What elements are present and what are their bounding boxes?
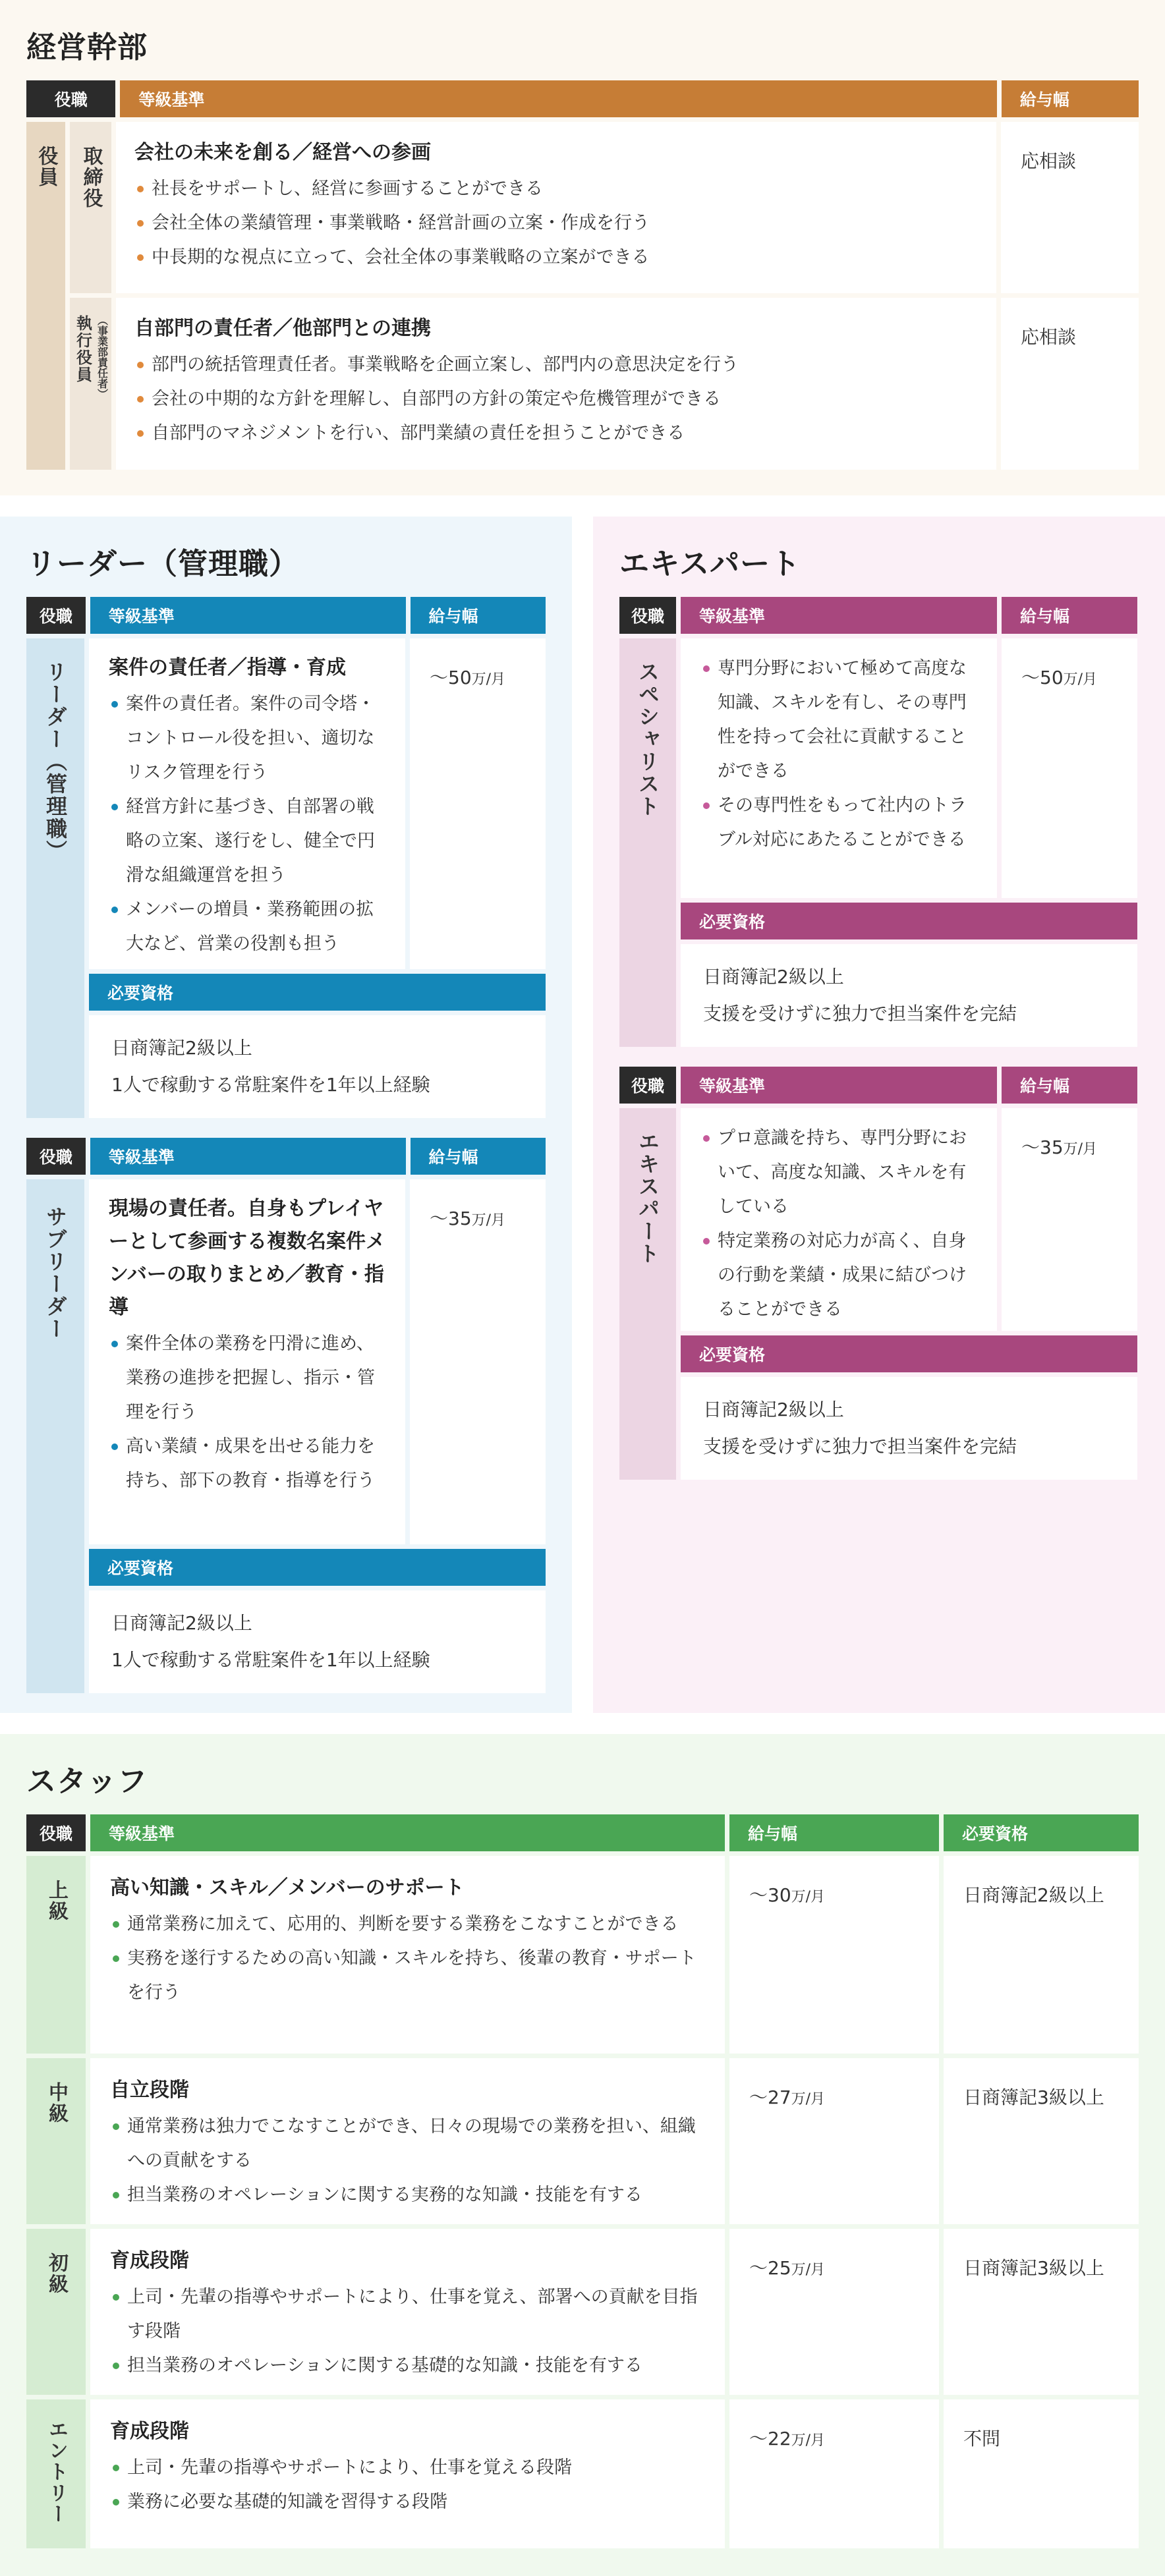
qualification-cell [944, 2229, 1139, 2395]
qualification-item: 支援を受けずに独力で担当案件を完結 [703, 1436, 1017, 1457]
list-item: 会社の中期的な方針を理解し、自部門の方針の策定や危機管理ができる [134, 382, 978, 416]
table-row [26, 2229, 1139, 2395]
salary-value: 応相談 [1021, 150, 1077, 172]
role-cell: サブリーダー [26, 1179, 84, 1693]
list-item: 部門の統括管理責任者。事業戦略を企画立案し、部門内の意思決定を行う [134, 348, 978, 382]
table-header [26, 1138, 546, 1175]
header-salary: 給与幅 [1002, 80, 1139, 117]
salary-value: 〜35万/月 [1021, 1136, 1098, 1158]
header-criteria: 等級基準 [120, 80, 996, 117]
table-header [619, 597, 1139, 634]
header-role: 役職 [26, 1138, 86, 1175]
qualification-cell [944, 1856, 1139, 2054]
qualification-header: 必要資格 [681, 1335, 1137, 1372]
table-header [26, 80, 1139, 117]
header-role: 役職 [619, 1067, 676, 1104]
criteria-list [700, 652, 977, 857]
section-title: リーダー（管理職） [26, 546, 300, 581]
list-item: 中長期的な視点に立って、会社全体の事業戦略の立案ができる [134, 240, 978, 275]
criteria-title: 高い知識・スキル／メンバーのサポート [110, 1876, 465, 1899]
table-row [26, 1856, 1139, 2054]
role-cell: 執行役員 （事業部責任者） [70, 298, 111, 470]
criteria-cell [116, 298, 996, 470]
header-role: 役職 [619, 597, 676, 634]
role-cell: 初級 [26, 2229, 86, 2395]
criteria-cell [116, 122, 996, 293]
group-label-officer: 役員 [26, 122, 65, 470]
qualification-item: 1人で稼動する常駐案件を1年以上経験 [111, 1649, 430, 1671]
criteria-cell [89, 1179, 405, 1544]
criteria-list [110, 2280, 705, 2383]
list-item: 会社全体の業績管理・事業戦略・経営計画の立案・作成を行う [134, 206, 978, 240]
table-row [70, 122, 1139, 293]
criteria-list [109, 1327, 385, 1498]
header-role: 役職 [26, 597, 86, 634]
list-item: 自部門のマネジメントを行い、部門業績の責任を担うことができる [134, 416, 978, 451]
qualification-cell [681, 1377, 1137, 1480]
list-item: その専門性をもって社内のトラブル対応にあたることができる [700, 789, 977, 857]
qualification-cell [89, 1015, 546, 1118]
leader-block [26, 597, 546, 1118]
role-cell: 取締役 [70, 122, 111, 293]
list-item: プロ意識を持ち、専門分野において、高度な知識、スキルを有している [700, 1121, 977, 1224]
qualification-item: 日商簿記2級以上 [703, 1399, 844, 1420]
table-row [70, 298, 1139, 470]
section-title: スタッフ [26, 1764, 148, 1799]
exec-section [0, 0, 1165, 495]
salary-cell [1001, 298, 1139, 470]
salary-value: 〜50万/月 [1021, 667, 1098, 688]
criteria-title: 現場の責任者。自身もプレイヤーとして参画する複数名案件メンバーの取りまとめ／教育・指導 [109, 1197, 385, 1319]
header-role: 役職 [26, 1814, 86, 1851]
header-salary: 給与幅 [411, 597, 546, 634]
list-item: 上司・先輩の指導やサポートにより、仕事を覚え、部署への貢献を目指す段階 [110, 2280, 705, 2349]
criteria-title: 自部門の責任者／他部門との連携 [134, 317, 431, 340]
role-cell: 上級 [26, 1856, 86, 2054]
salary-value: 応相談 [1021, 326, 1077, 348]
qualification-header: 必要資格 [89, 1549, 546, 1586]
salary-value: 〜25万/月 [749, 2257, 826, 2279]
header-salary: 給与幅 [411, 1138, 546, 1175]
list-item: 案件全体の業務を円滑に進め、業務の進捗を把握し、指示・管理を行う [109, 1327, 385, 1430]
qualification-item: 1人で稼動する常駐案件を1年以上経験 [111, 1074, 430, 1096]
list-item: 専門分野において極めて高度な知識、スキルを有し、その専門性を持って会社に貢献することができる [700, 652, 977, 789]
list-item: 経営方針に基づき、自部署の戦略の立案、遂行をし、健全で円滑な組織運営を担う [109, 790, 385, 893]
list-item: 特定業務の対応力が高く、自身の行動を業績・成果に結びつけることができる [700, 1224, 977, 1327]
header-qualification: 必要資格 [944, 1814, 1139, 1851]
criteria-cell [90, 2058, 725, 2224]
salary-cell [410, 1179, 546, 1544]
section-title: エキスパート [619, 546, 801, 581]
role-cell: エントリー [26, 2399, 86, 2548]
header-criteria: 等級基準 [90, 1814, 725, 1851]
salary-value: 〜22万/月 [749, 2428, 826, 2450]
criteria-title: 会社の未来を創る／経営への参画 [134, 141, 431, 164]
qualification-value: 不問 [963, 2428, 1001, 2450]
section-title: 経営幹部 [26, 30, 148, 65]
list-item: 担当業務のオペレーションに関する実務的な知識・技能を有する [110, 2178, 705, 2212]
table-header [26, 1814, 1139, 1851]
list-item: メンバーの増員・業務範囲の拡大など、営業の役割も担う [109, 893, 385, 961]
criteria-cell [90, 2229, 725, 2395]
criteria-list [109, 687, 385, 961]
qualification-value: 日商簿記3級以上 [963, 2086, 1104, 2108]
criteria-list [110, 2110, 705, 2212]
header-salary: 給与幅 [729, 1814, 939, 1851]
salary-value: 〜50万/月 [430, 667, 506, 688]
criteria-cell [681, 1108, 997, 1331]
qualification-item: 支援を受けずに独力で担当案件を完結 [703, 1003, 1017, 1024]
criteria-cell [681, 638, 997, 898]
leader-block [26, 1138, 546, 1693]
salary-value: 〜35万/月 [430, 1208, 506, 1229]
expert-section [593, 517, 1165, 1713]
salary-cell [729, 2399, 939, 2548]
role-cell: スペシャリスト [619, 638, 676, 1047]
salary-cell [729, 2058, 939, 2224]
criteria-list [700, 1121, 977, 1327]
qualification-cell [944, 2399, 1139, 2548]
list-item: 通常業務に加えて、応用的、判断を要する業務をこなすことができる [110, 1907, 705, 1942]
qualification-item: 日商簿記2級以上 [703, 966, 844, 988]
salary-cell [729, 2229, 939, 2395]
header-criteria: 等級基準 [681, 597, 997, 634]
header-criteria: 等級基準 [90, 597, 406, 634]
qualification-item: 日商簿記2級以上 [111, 1037, 252, 1059]
salary-cell [1001, 122, 1139, 293]
salary-value: 〜30万/月 [749, 1884, 826, 1906]
list-item: 実務を遂行するための高い知識・スキルを持ち、後輩の教育・サポートを行う [110, 1942, 705, 2010]
role-cell: エキスパート [619, 1108, 676, 1480]
salary-cell [729, 1856, 939, 2054]
criteria-list [110, 2451, 705, 2519]
role-cell: 中級 [26, 2058, 86, 2224]
staff-section [0, 1734, 1165, 2576]
list-item: 高い業績・成果を出せる能力を持ち、部下の教育・指導を行う [109, 1430, 385, 1498]
header-criteria: 等級基準 [90, 1138, 406, 1175]
salary-cell [1002, 1108, 1137, 1331]
expert-block [619, 1067, 1139, 1480]
qualification-header: 必要資格 [89, 974, 546, 1011]
qualification-cell [681, 944, 1137, 1047]
qualification-value: 日商簿記3級以上 [963, 2257, 1104, 2279]
list-item: 通常業務は独力でこなすことができ、日々の現場での業務を担い、組織への貢献をする [110, 2110, 705, 2178]
criteria-list [110, 1907, 705, 2010]
criteria-title: 育成段階 [110, 2249, 189, 2272]
table-row [26, 2058, 1139, 2224]
header-criteria: 等級基準 [681, 1067, 997, 1104]
list-item: 上司・先輩の指導やサポートにより、仕事を覚える段階 [110, 2451, 705, 2485]
criteria-cell [90, 2399, 725, 2548]
table-header [26, 597, 546, 634]
list-item: 業務に必要な基礎的知識を習得する段階 [110, 2485, 705, 2519]
qualification-cell [944, 2058, 1139, 2224]
criteria-cell [89, 638, 405, 969]
salary-value: 〜27万/月 [749, 2086, 826, 2108]
list-item: 案件の責任者。案件の司令塔・コントロール役を担い、適切なリスク管理を行う [109, 687, 385, 790]
qualification-cell [89, 1590, 546, 1693]
header-salary: 給与幅 [1002, 597, 1137, 634]
criteria-title: 自立段階 [110, 2079, 189, 2102]
header-role: 役職 [26, 80, 115, 117]
expert-block [619, 597, 1139, 1047]
salary-cell [410, 638, 546, 969]
list-item: 社長をサポートし、経営に参画することができる [134, 172, 978, 206]
criteria-title: 案件の責任者／指導・育成 [109, 656, 346, 679]
salary-cell [1002, 638, 1137, 898]
list-item: 担当業務のオペレーションに関する基礎的な知識・技能を有する [110, 2349, 705, 2383]
criteria-title: 育成段階 [110, 2420, 189, 2443]
qualification-item: 日商簿記2級以上 [111, 1612, 252, 1634]
role-cell: リーダー（管理職） [26, 638, 84, 1118]
criteria-list [134, 348, 978, 451]
header-salary: 給与幅 [1002, 1067, 1137, 1104]
table-header [619, 1067, 1139, 1104]
leader-section [0, 517, 572, 1713]
criteria-list [134, 172, 978, 275]
table-row [26, 2399, 1139, 2548]
qualification-header: 必要資格 [681, 903, 1137, 939]
qualification-value: 日商簿記2級以上 [963, 1884, 1104, 1906]
criteria-cell [90, 1856, 725, 2054]
